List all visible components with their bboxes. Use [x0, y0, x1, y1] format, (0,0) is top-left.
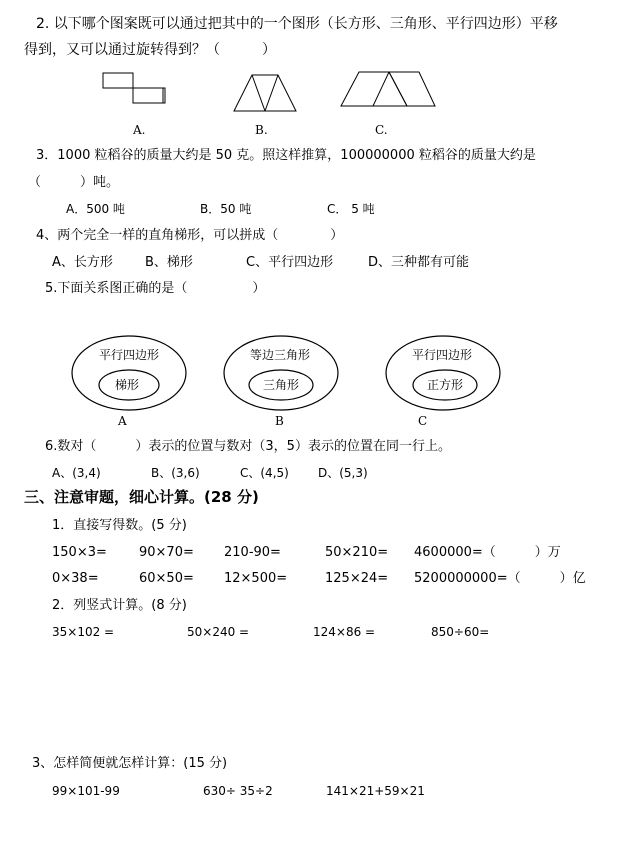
q4-option-c: C、平行四边形 — [246, 255, 334, 270]
calc-row2-item3: 12×500= — [224, 571, 288, 586]
section3-part1-title: 1．直接写得数。(5 分) — [52, 518, 187, 533]
q6-option-d: D、(5,3) — [318, 466, 368, 480]
calc-row1-item5: 4600000=（ ）万 — [414, 545, 561, 560]
simplify-item3: 141×21+59×21 — [326, 784, 425, 798]
q2-figure-a — [100, 70, 180, 110]
q5-diagram-c-outer: 平行四边形 — [412, 348, 473, 362]
q5-stem: 5.下面关系图正确的是（ ） — [45, 281, 266, 296]
vertical-calc-item1: 35×102 = — [52, 625, 115, 639]
calc-row1-item4: 50×210= — [325, 545, 389, 560]
section3-title: 三、注意审题，细心计算。(28 分) — [24, 488, 259, 506]
calc-row1-item3: 210-90= — [224, 545, 281, 560]
q2-line2: 得到，又可以通过旋转得到？（ ） — [24, 42, 276, 58]
q5-diagram-a-outer: 平行四边形 — [99, 348, 160, 362]
q5-diagram-b-inner: 三角形 — [263, 378, 300, 392]
q3-option-a: A．500 吨 — [66, 202, 125, 216]
q3-option-b: B．50 吨 — [200, 202, 252, 216]
q5-diagram-b-outer: 等边三角形 — [250, 348, 311, 362]
calc-row2-item2: 60×50= — [139, 571, 194, 586]
calc-row2-item1: 0×38= — [52, 571, 99, 586]
q3-option-c: C． 5 吨 — [327, 202, 375, 216]
calc-row2-item5: 5200000000=（ ）亿 — [414, 571, 586, 586]
vertical-calc-item3: 124×86 = — [313, 625, 376, 639]
q2-line1: 2. 以下哪个图案既可以通过把其中的一个图形（长方形、三角形、平行四边形）平移 — [36, 16, 558, 32]
vertical-calc-item4: 850÷60= — [431, 625, 490, 639]
q2-label-c: C. — [375, 123, 388, 137]
q5-diagram-c-inner: 正方形 — [427, 378, 464, 392]
calc-row2-item4: 125×24= — [325, 571, 389, 586]
simplify-item2: 630÷ 35÷2 — [203, 784, 273, 798]
q5-diagram-b-label: B — [275, 414, 284, 428]
q5-diagram-b-ellipses — [223, 335, 343, 415]
q5-diagram-a-ellipses — [71, 335, 191, 415]
q4-option-d: D、三种都有可能 — [368, 255, 470, 270]
q2-figure-b — [232, 73, 302, 118]
section3-part3-title: 3、怎样简便就怎样计算：(15 分) — [32, 756, 228, 771]
q4-stem: 4、两个完全一样的直角梯形，可以拼成（ ） — [36, 228, 344, 243]
q5-diagram-c-label: C — [418, 414, 428, 428]
q5-diagram-a-label: A — [118, 414, 127, 428]
q2-label-a: A. — [133, 123, 146, 137]
q6-stem: 6.数对（ ）表示的位置与数对（3，5）表示的位置在同一行上。 — [45, 439, 451, 454]
calc-row1-item1: 150×3= — [52, 545, 107, 560]
calc-row1-item2: 90×70= — [139, 545, 194, 560]
q3-line2: （ ）吨。 — [28, 175, 120, 190]
q6-option-b: B、(3,6) — [151, 466, 200, 480]
q6-option-c: C、(4,5) — [240, 466, 289, 480]
q2-label-b: B. — [255, 123, 268, 137]
simplify-item1: 99×101-99 — [52, 784, 120, 798]
q6-option-a: A、(3,4) — [52, 466, 101, 480]
q3-line1: 3．1000 粒稻谷的质量大约是 50 克。照这样推算，100000000 粒稻谷的质量大约是 — [36, 148, 536, 163]
section3-part2-title: 2．列竖式计算。(8 分) — [52, 598, 187, 613]
vertical-calc-item2: 50×240 = — [187, 625, 250, 639]
q5-diagram-a-inner: 梯形 — [115, 378, 140, 392]
q2-figure-c — [339, 70, 439, 115]
q4-option-a: A、长方形 — [52, 255, 113, 270]
q4-option-b: B、梯形 — [145, 255, 193, 270]
q5-diagram-c-ellipses — [385, 335, 505, 415]
